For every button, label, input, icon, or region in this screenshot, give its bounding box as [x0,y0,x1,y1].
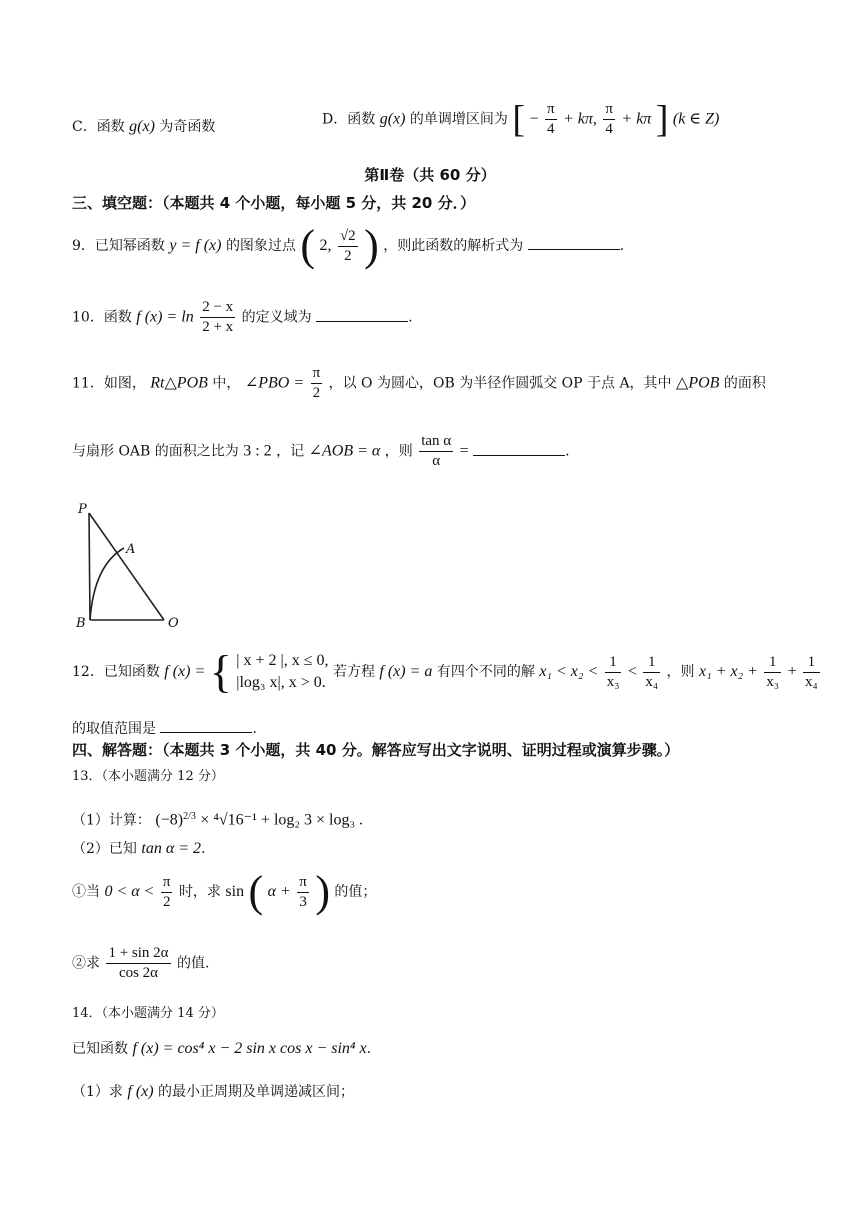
question-13-part2: （2）已知 tan α = 2. [72,840,206,857]
question-12: 12．已知函数 f (x) = { | x + 2 |, x ≤ 0, |log₃ x|, x > 0. 若方程 f (x) = a 有四个不同的解 x₁ < x₂ < $\frac{1}{\text{x₃}}$ < $\frac{1}{\text{x₄}}$ ，则 x₁ + x₂ + $\frac{1}{\text{x₃}}$ + $\frac{1}{\text{x₄}}$ [72,646,818,697]
label-o: O [168,616,179,631]
question-12-range: 的取值范围是 . [72,718,257,738]
label-p: P [78,502,87,517]
question-14-head: 14．（本小题满分 14 分） [72,1006,224,1021]
fraction: $\frac{\pi}{3}$ [299,873,307,910]
part-three-heading: 三、填空题：（本题共 4 个小题，每小题 5 分，共 20 分．） [72,194,476,212]
section-title: 第Ⅱ卷（共 60 分） [364,166,496,184]
question-13-sub2: ②求 $\frac{1 + \sin 2\alpha}{\cos 2\alpha}$ 的值. [72,945,210,981]
question-9: 9．已知幂函数 y = f (x) 的图象过点 ( 2, $\frac{√2}{2}$ ) ，则此函数的解析式为 . [72,221,625,270]
label-b: B [76,616,86,631]
answer-blank[interactable] [528,235,620,250]
question-14-part1: （1）求 f (x) 的最小正周期及单调递减区间； [72,1083,355,1100]
fraction: $\frac{\text{tan α}}{\alpha}$ [421,433,452,469]
question-13-head: 13．（本小题满分 12 分） [72,769,224,784]
fraction: $\frac{\pi}{4}$ [605,101,613,137]
fraction: $\frac{\pi}{4}$ [546,101,555,137]
fraction: $\frac{1 + \sin 2\alpha}{\cos 2\alpha}$ [108,945,169,981]
fraction: $\frac{1}{\text{x₄}}$ [805,653,818,690]
question-11-line1: 11．如图， Rt△POB 中， ∠PBO = $\frac{\pi}{2}$ ，以 O 为圆心，OB 为半径作圆弧交 OP 于点 A，其中 △POB 的面积 [72,365,766,401]
piecewise-cases: | x + 2 |, x ≤ 0, |log₃ x|, x > 0. [236,652,329,691]
answer-blank[interactable] [473,441,565,456]
question-13-sub1: ①当 0 < α < $\frac{\pi}{2}$ 时，求 sin ( α + $\frac{\pi}{3}$ ) 的值； [72,867,377,916]
fraction: $\frac{1}{\text{x₄}}$ [645,653,659,690]
part-four-heading: 四、解答题：（本题共 3 个小题，共 40 分。解答应写出文字说明、证明过程或演算步骤。） [72,741,680,759]
option-c: C．函数 g(x) 为奇函数 [72,118,216,135]
geometry-figure [72,500,182,635]
triangle-arc-diagram [72,500,182,635]
fraction: $\frac{\pi}{2}$ [162,873,171,910]
answer-blank[interactable] [160,718,252,733]
label-a: A [126,542,136,557]
answer-blank[interactable] [316,307,408,322]
fraction: $\frac{1}{\text{x₃}}$ [606,653,620,690]
fraction: $\frac{1}{\text{x₃}}$ [766,653,780,690]
question-14-stem: 已知函数 f (x) = cos⁴ x − 2 sin x cos x − sin⁴ x. [72,1040,372,1057]
fraction: $\frac{\pi}{2}$ [312,365,321,401]
question-13-part1: （1）计算： $(-8)^{2/3} \times ^4√16^{-1} + \log_2$ 3 × log₃ . [72,811,364,829]
option-d: D．函数 g(x) 的单调增区间为 [ − $\frac{\pi}{4}$ + kπ, $\frac{\pi}{4}$ + kπ ] (k ∈ Z) [322,98,720,141]
fraction: $\frac{√2}{2}$ [339,227,356,264]
question-10: 10．函数 f (x) = ln $\frac{2 - x}{2 + x}$ 的定义域为 . [72,299,413,335]
fraction: $\frac{2 - x}{2 + x}$ [202,299,234,335]
question-11-line2: 与扇形 OAB 的面积之比为 3 : 2 ，记 ∠AOB = α ，则 $\frac{\text{tan α}}{\alpha}$ = . [72,433,570,469]
